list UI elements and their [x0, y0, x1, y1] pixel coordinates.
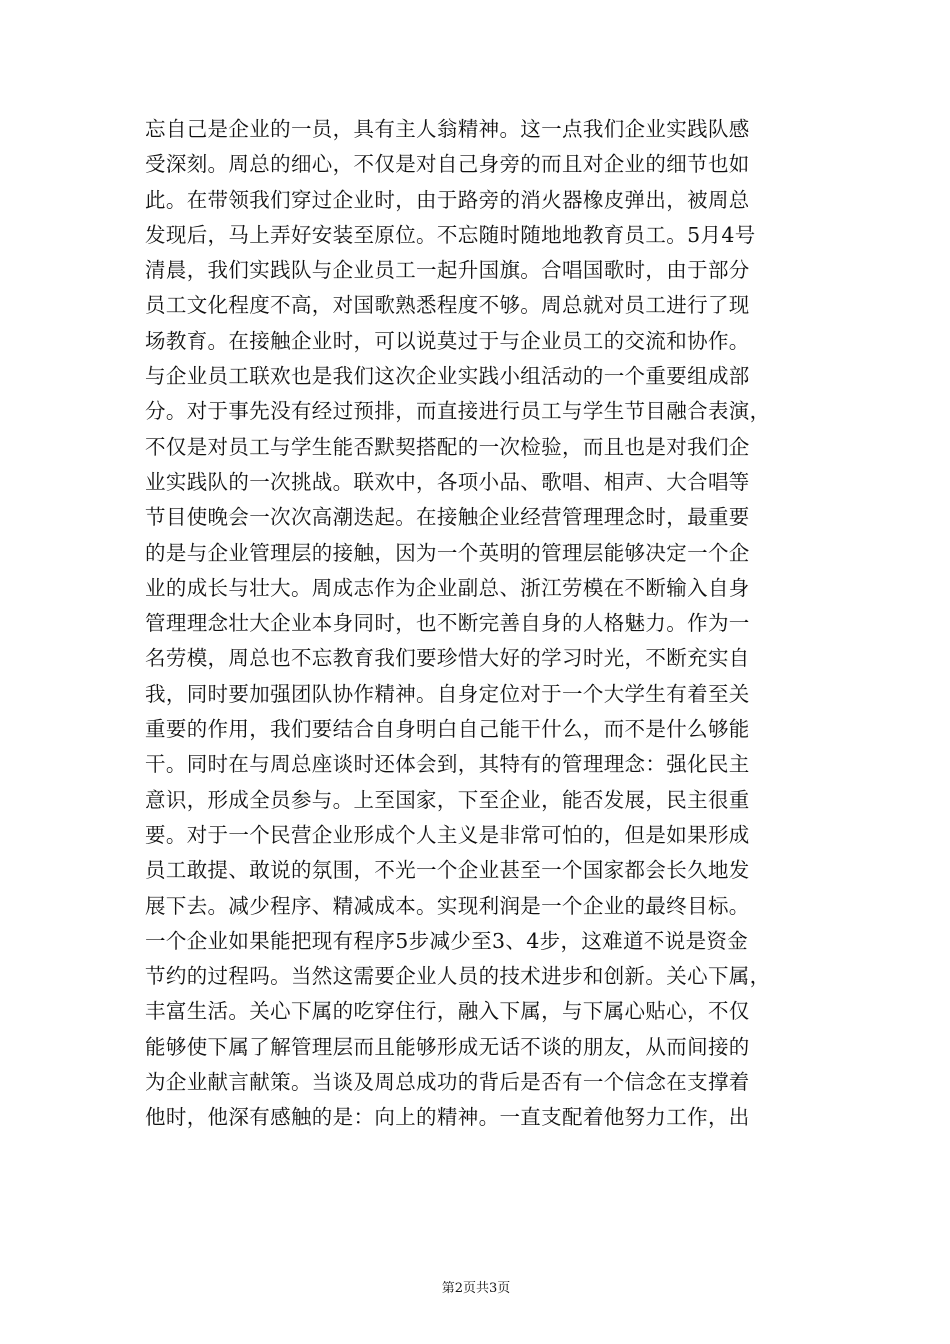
text-line: 的是与企业管理层的接触，因为一个英明的管理层能够决定一个企 — [145, 540, 750, 565]
text-line: 不仅是对员工与学生能否默契搭配的一次检验，而且也是对我们企 — [145, 434, 750, 459]
text-line: 能够使下属了解管理层而且能够形成无话不谈的朋友，从而间接的 — [145, 1034, 750, 1059]
text-line: 管理理念壮大企业本身同时，也不断完善自身的人格魅力。作为一 — [145, 611, 750, 636]
body-text — [145, 112, 815, 1136]
text-line: 与企业员工联欢也是我们这次企业实践小组活动的一个重要组成部 — [145, 364, 750, 389]
text-line: 要。对于一个民营企业形成个人主义是非常可怕的，但是如果形成 — [145, 822, 750, 847]
text-line: 名劳模，周总也不忘教育我们要珍惜大好的学习时光，不断充实自 — [145, 646, 750, 671]
text-line: 清晨，我们实践队与企业员工一起升国旗。合唱国歌时，由于部分 — [145, 258, 750, 283]
text-line: 为企业献言献策。当谈及周总成功的背后是否有一个信念在支撑着 — [145, 1070, 750, 1095]
text-line: 业实践队的一次挑战。联欢中，各项小品、歌唱、相声、大合唱等 — [145, 469, 750, 494]
text-line: 展下去。减少程序、精减成本。实现利润是一个企业的最终目标。 — [145, 893, 750, 918]
text-line: 此。在带领我们穿过企业时，由于路旁的消火器橡皮弹出，被周总 — [145, 187, 750, 212]
text-line: 丰富生活。关心下属的吃穿住行，融入下属，与下属心贴心，不仅 — [145, 999, 750, 1024]
page-number: 第2页共3页 — [441, 1281, 511, 1296]
text-line: 节约的过程吗。当然这需要企业人员的技术进步和创新。关心下属， — [145, 964, 771, 989]
text-line: 员工敢提、敢说的氛围，不光一个企业甚至一个国家都会长久地发 — [145, 858, 750, 883]
text-line: 忘自己是企业的一员，具有主人翁精神。这一点我们企业实践队感 — [145, 117, 750, 141]
text-line: 我，同时要加强团队协作精神。自身定位对于一个大学生有着至关 — [145, 681, 750, 706]
text-line: 受深刻。周总的细心，不仅是对自己身旁的而且对企业的细节也如 — [145, 152, 750, 177]
text-line: 分。对于事先没有经过预排，而直接进行员工与学生节目融合表演， — [145, 399, 771, 424]
text-line: 意识，形成全员参与。上至国家，下至企业，能否发展，民主很重 — [145, 787, 750, 812]
text-line: 场教育。在接触企业时，可以说莫过于与企业员工的交流和协作。 — [145, 328, 750, 353]
text-line: 干。同时在与周总座谈时还体会到，其特有的管理理念：强化民主 — [145, 752, 750, 777]
text-line: 发现后，马上弄好安装至原位。不忘随时随地地教育员工。5月4号 — [145, 222, 756, 247]
text-line: 员工文化程度不高，对国歌熟悉程度不够。周总就对员工进行了现 — [145, 293, 750, 318]
text-line: 业的成长与壮大。周成志作为企业副总、浙江劳模在不断输入自身 — [145, 575, 750, 600]
text-line: 重要的作用，我们要结合自身明白自己能干什么，而不是什么够能 — [145, 717, 750, 742]
text-line: 节目使晚会一次次高潮迭起。在接触企业经营管理理念时，最重要 — [145, 505, 750, 530]
text-line: 一个企业如果能把现有程序5步减少至3、4步，这难道不说是资金 — [145, 928, 749, 953]
text-line: 他时，他深有感触的是：向上的精神。一直支配着他努力工作，出 — [145, 1105, 750, 1130]
page-footer — [0, 1280, 950, 1298]
